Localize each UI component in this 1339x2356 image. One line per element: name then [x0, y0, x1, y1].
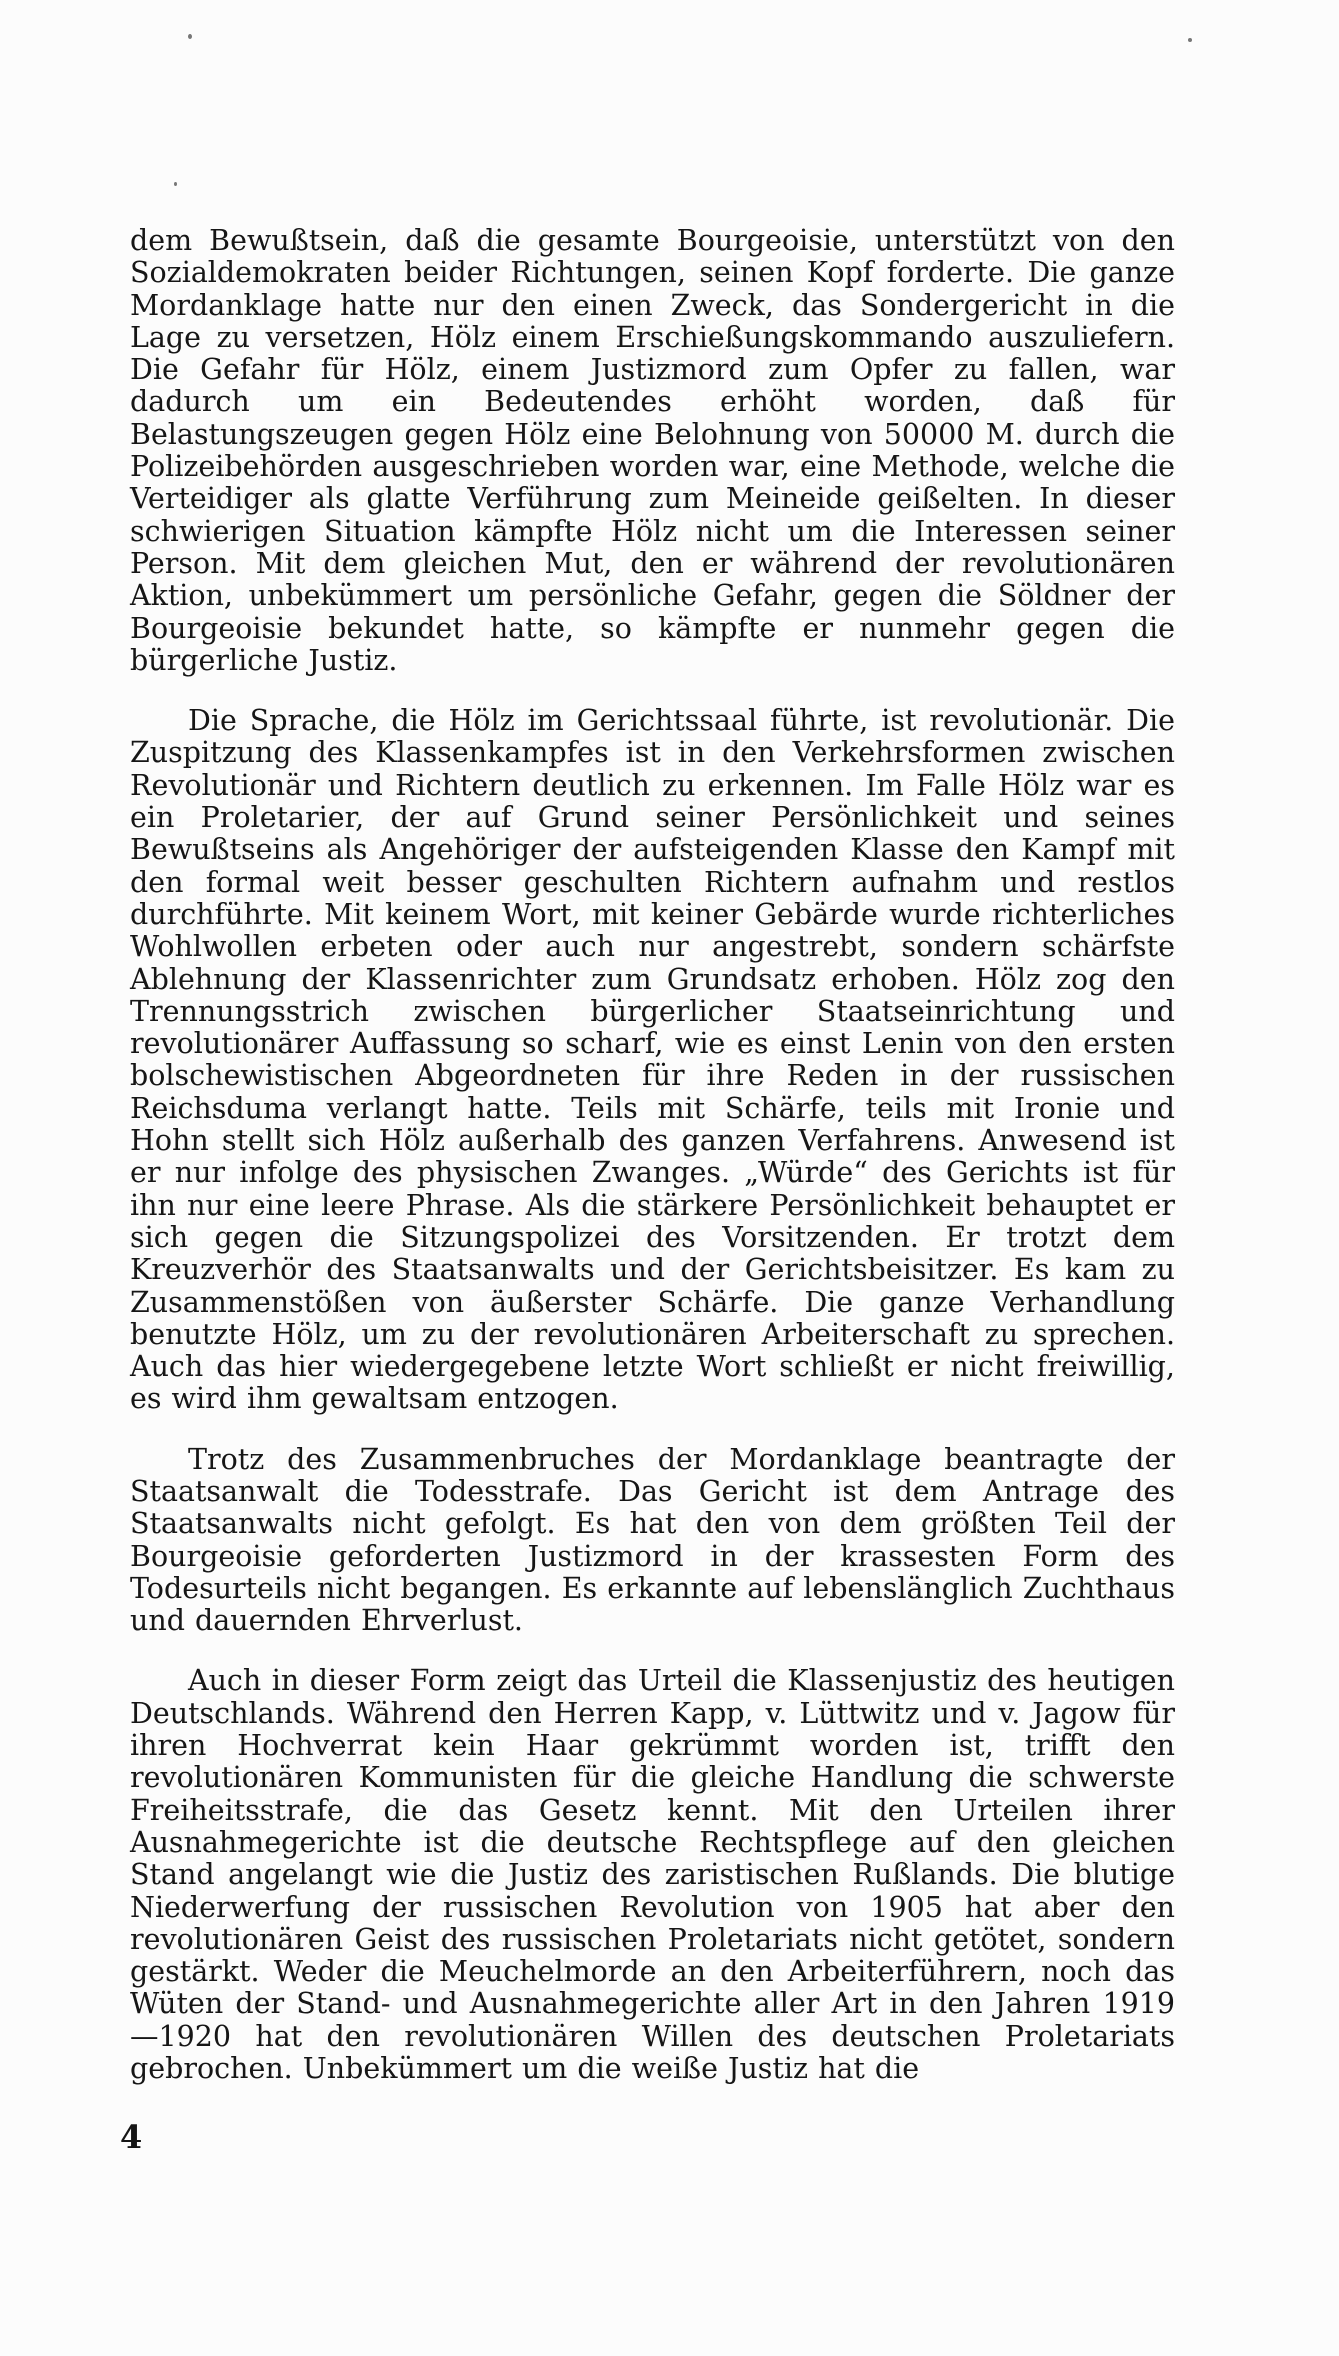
body-text [130, 225, 1175, 2113]
scan-speck [1188, 38, 1192, 42]
paragraph: Die Sprache, die Hölz im Gerichtssaal führte, ist revolutionär. Die Zuspitzung des Klassenkampfes ist in den Verkehrsformen zwischen Revolutionär und Richtern deutlich zu erkennen. Im Falle Hölz war es ein Proletarier, der auf Grund seiner Persönlichkeit und seines Bewußtseins als Angehöriger der aufsteigenden Klasse den Kampf mit den formal weit besser geschulten Richtern aufnahm und restlos durchführte. Mit keinem Wort, mit keiner Gebärde wurde richterliches Wohlwollen erbeten oder auch nur angestrebt, sondern schärfste Ablehnung der Klassenrichter zum Grundsatz erhoben. Hölz zog den Trennungsstrich zwischen bürgerlicher Staatseinrichtung und revolutionärer Auffassung so scharf, wie es einst Lenin von den ersten bolschewistischen Abgeordneten für ihre Reden in der russischen Reichsduma verlangt hatte. Teils mit Schärfe, teils mit Ironie und Hohn stellt sich Hölz außerhalb des ganzen Verfahrens. Anwesend ist er nur infolge des physischen Zwanges. „Würde“ des Gerichts ist für ihn nur eine leere Phrase. Als die stärkere Persönlichkeit behauptet er sich gegen die Sitzungspolizei des Vorsitzenden. Er trotzt dem Kreuzverhör des Staatsanwalts und der Gerichtsbeisitzer. Es kam zu Zusammenstößen von äußerster Schärfe. Die ganze Verhandlung benutzte Hölz, um zu der revolutionären Arbeiterschaft zu sprechen. Auch das hier wiedergegebene letzte Wort schließt er nicht freiwillig, es wird ihm gewaltsam entzogen. [130, 704, 1175, 1416]
paragraph: Auch in dieser Form zeigt das Urteil die Klassenjustiz des heutigen Deutschlands. Während den Herren Kapp, v. Lüttwitz und v. Jagow für ihren Hochverrat kein Haar gekrümmt worden ist, trifft den revolutionären Kommunisten für die gleiche Handlung die schwerste Freiheitsstrafe, die das Gesetz kennt. Mit den Urteilen ihrer Ausnahmegerichte ist die deutsche Rechtspflege auf den gleichen Stand angelangt wie die Justiz des zaristischen Rußlands. Die blutige Niederwerfung der russischen Revolution von 1905 hat aber den revolutionären Geist des russischen Proletariats nicht getötet, sondern gestärkt. Weder die Meuchelmorde an den Arbeiterführern, noch das Wüten der Stand- und Ausnahmegerichte aller Art in den Jahren 1919—1920 hat den revolutionären Willen des deutschen Proletariats gebrochen. Unbekümmert um die weiße Justiz hat die [130, 1664, 1175, 2086]
scan-speck [174, 182, 177, 186]
page-number: 4 [120, 2118, 143, 2156]
scan-speck [188, 34, 192, 39]
paragraph: Trotz des Zusammenbruches der Mordanklage beantragte der Staatsanwalt die Todesstrafe. Das Gericht ist dem Antrage des Staatsanwalts nicht gefolgt. Es hat den von dem größten Teil der Bourgeoisie geforderten Justizmord in der krassesten Form des Todesurteils nicht begangen. Es erkannte auf lebenslänglich Zuchthaus und dauernden Ehrverlust. [130, 1442, 1175, 1638]
paragraph: dem Bewußtsein, daß die gesamte Bourgeoisie, unterstützt von den Sozialdemokraten beider Richtungen, seinen Kopf forderte. Die ganze Mordanklage hatte nur den einen Zweck, das Sondergericht in die Lage zu versetzen, Hölz einem Erschießungskommando auszuliefern. Die Gefahr für Hölz, einem Justizmord zum Opfer zu fallen, war dadurch um ein Bedeutendes erhöht worden, daß für Belastungszeugen gegen Hölz eine Belohnung von 50000 M. durch die Polizeibehörden ausgeschrieben worden war, eine Methode, welche die Verteidiger als glatte Verführung zum Meineide geißelten. In dieser schwierigen Situation kämpfte Hölz nicht um die Interessen seiner Person. Mit dem gleichen Mut, den er während der revolutionären Aktion, unbekümmert um persönliche Gefahr, gegen die Söldner der Bourgeoisie bekundet hatte, so kämpfte er nunmehr gegen die bürgerliche Justiz. [130, 224, 1175, 677]
